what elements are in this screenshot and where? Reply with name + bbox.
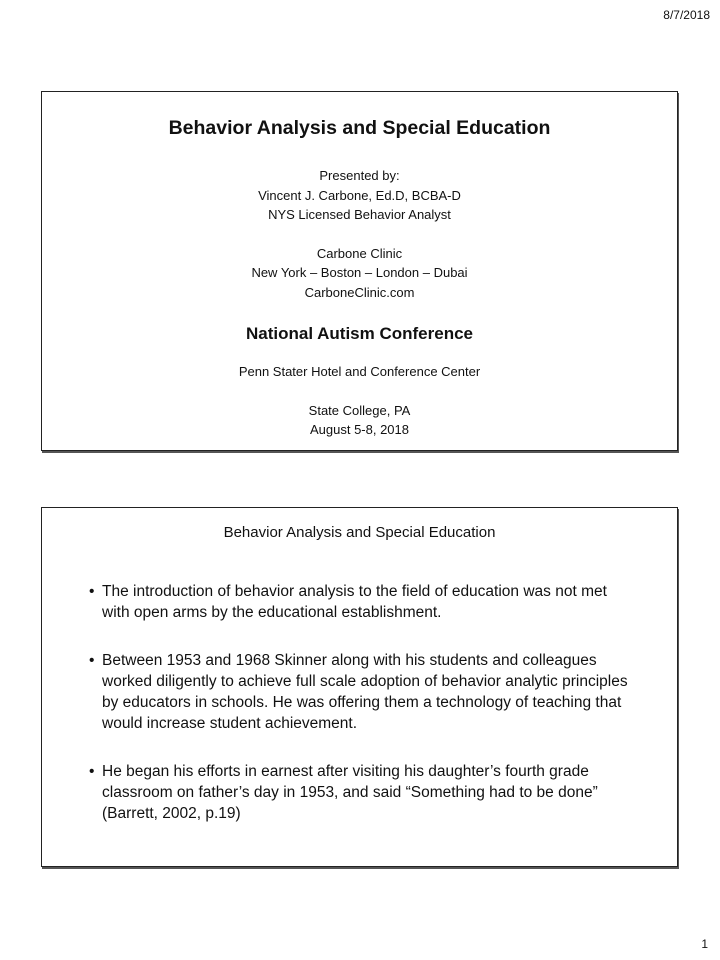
slide-1-title-slide bbox=[41, 91, 678, 451]
organization-website: CarboneClinic.com bbox=[304, 284, 415, 300]
slide-1-title: Behavior Analysis and Special Education bbox=[168, 117, 551, 139]
slide-2-title: Behavior Analysis and Special Education bbox=[223, 524, 496, 541]
presenter-block bbox=[42, 166, 677, 225]
organization-block bbox=[42, 244, 677, 303]
conference-name: National Autism Conference bbox=[245, 324, 474, 343]
page-number: 1 bbox=[701, 937, 708, 951]
bullet-item: • Between 1953 and 1968 Skinner along with his students and colleagues worked diligently to achieve full scale adoption of behavior analytic principles by educators in schools. He was offering them a technology of teaching that would increase student achievement. bbox=[89, 650, 637, 734]
bullet-item: • The introduction of behavior analysis to the field of education was not met with open arms by the educational establishment. bbox=[89, 581, 637, 623]
location-city: State College, PA bbox=[308, 402, 411, 418]
location-block bbox=[42, 401, 677, 440]
print-date: 8/7/2018 bbox=[663, 8, 710, 22]
presenter-credential: NYS Licensed Behavior Analyst bbox=[268, 207, 451, 222]
organization-name: Carbone Clinic bbox=[316, 245, 403, 261]
presenter-label: Presented by: bbox=[319, 168, 400, 183]
presenter-name: Vincent J. Carbone, Ed.D, BCBA-D bbox=[258, 187, 461, 203]
venue: Penn Stater Hotel and Conference Center bbox=[238, 364, 481, 379]
bullet-item: • He began his efforts in earnest after visiting his daughter’s fourth grade classroom on father’s day in 1953, and said “Something had to be done” (Barrett, 2002, p.19) bbox=[89, 761, 637, 824]
conference-dates: August 5-8, 2018 bbox=[309, 422, 410, 437]
slide-2-content-slide bbox=[41, 507, 678, 867]
bullet-list bbox=[42, 581, 677, 824]
organization-locations: New York – Boston – London – Dubai bbox=[251, 265, 468, 280]
